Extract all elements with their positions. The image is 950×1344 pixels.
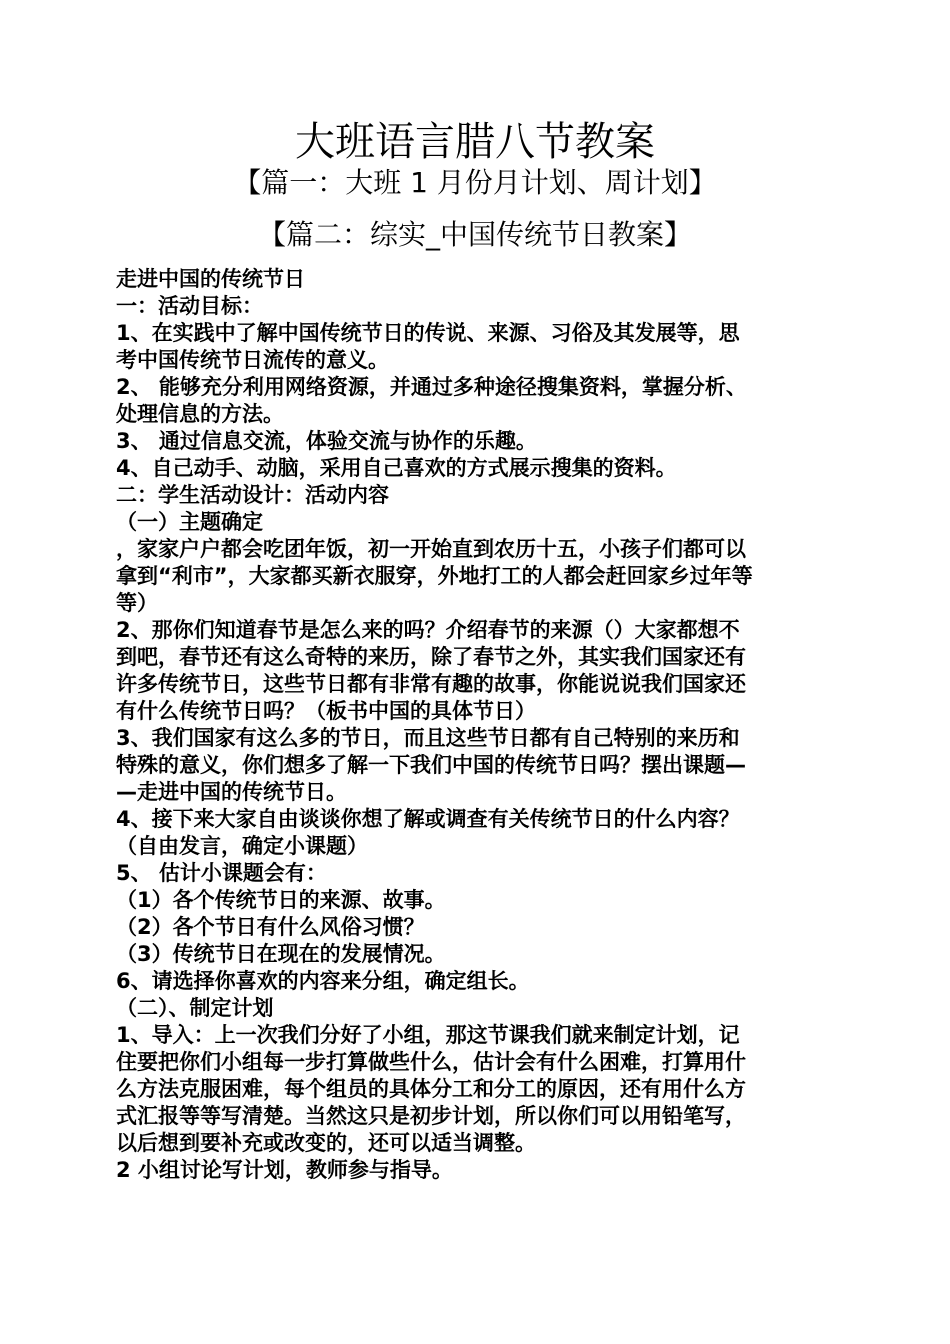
body-line: 1、在实践中了解中国传统节日的传说、来源、习俗及其发展等，思 [116, 321, 740, 345]
body-line: 5、 估计小课题会有： [116, 861, 327, 885]
body-line: （3）传统节日在现在的发展情况。 [116, 942, 446, 966]
body-line: 2、 能够充分利用网络资源，并通过多种途径搜集资料，掌握分析、 [116, 375, 747, 399]
body-line: ，家家户户都会吃团年饭，初一开始直到农历十五，小孩子们都可以 [116, 537, 746, 561]
body-line: 一：活动目标： [116, 294, 263, 318]
section-heading-1: 【篇一：大班 1 月份月计划、周计划】 [233, 166, 717, 199]
body-line: 6、请选择你喜欢的内容来分组，确定组长。 [116, 969, 530, 993]
body-line: （二）、制定计划 [116, 996, 274, 1020]
body-line: 式汇报等等写清楚。当然这只是初步计划，所以你们可以用铅笔写， [116, 1104, 746, 1128]
body-line: 许多传统节日，这些节日都有非常有趣的故事，你能说说我们国家还 [116, 672, 746, 696]
body-line: 4、自己动手、动脑，采用自己喜欢的方式展示搜集的资料。 [116, 456, 677, 480]
body-line: 有什么传统节日吗？（板书中国的具体节日） [116, 699, 536, 723]
body-line: 等） [116, 591, 158, 615]
body-line: 以后想到要补充或改变的，还可以适当调整。 [116, 1131, 536, 1155]
body-line: 二：学生活动设计：活动内容 [116, 483, 389, 507]
body-line: （自由发言，确定小课题） [116, 834, 368, 858]
body-line: 3、我们国家有这么多的节日，而且这些节日都有自己特别的来历和 [116, 726, 740, 750]
body-line: 考中国传统节日流传的意义。 [116, 348, 389, 372]
body-line: 2、那你们知道春节是怎么来的吗？介绍春节的来源（）大家都想不 [116, 618, 740, 642]
body-line: 拿到“利市”，大家都买新衣服穿，外地打工的人都会赶回家乡过年等 [116, 564, 753, 588]
body-line: 么方法克服困难，每个组员的具体分工和分工的原因，还有用什么方 [116, 1077, 746, 1101]
body-line: 住要把你们小组每一步打算做些什么，估计会有什么困难，打算用什 [116, 1050, 746, 1074]
body-line: 特殊的意义，你们想多了解一下我们中国的传统节日吗？摆出课题— [116, 753, 746, 777]
body-line: （一）主题确定 [116, 510, 263, 534]
body-line: 1、导入：上一次我们分好了小组，那这节课我们就来制定计划，记 [116, 1023, 740, 1047]
document-title: 大班语言腊八节教案 [295, 119, 655, 165]
body-line: 处理信息的方法。 [116, 402, 284, 426]
body-line: 4、接下来大家自由谈谈你想了解或调查有关传统节日的什么内容？ [116, 807, 740, 831]
body-line: —走进中国的传统节日。 [116, 780, 347, 804]
body-line: （1）各个传统节日的来源、故事。 [116, 888, 446, 912]
section-heading-2: 【篇二：综实_中国传统节日教案】 [257, 218, 692, 251]
body-line: 2 小组讨论写计划，教师参与指导。 [116, 1158, 453, 1182]
body-line: （2）各个节日有什么风俗习惯？ [116, 915, 425, 939]
body-line: 到吧，春节还有这么奇特的来历，除了春节之外，其实我们国家还有 [116, 645, 746, 669]
body-line: 3、 通过信息交流，体验交流与协作的乐趣。 [116, 429, 537, 453]
body-line: 走进中国的传统节日 [116, 267, 305, 291]
document-body [116, 266, 838, 1184]
